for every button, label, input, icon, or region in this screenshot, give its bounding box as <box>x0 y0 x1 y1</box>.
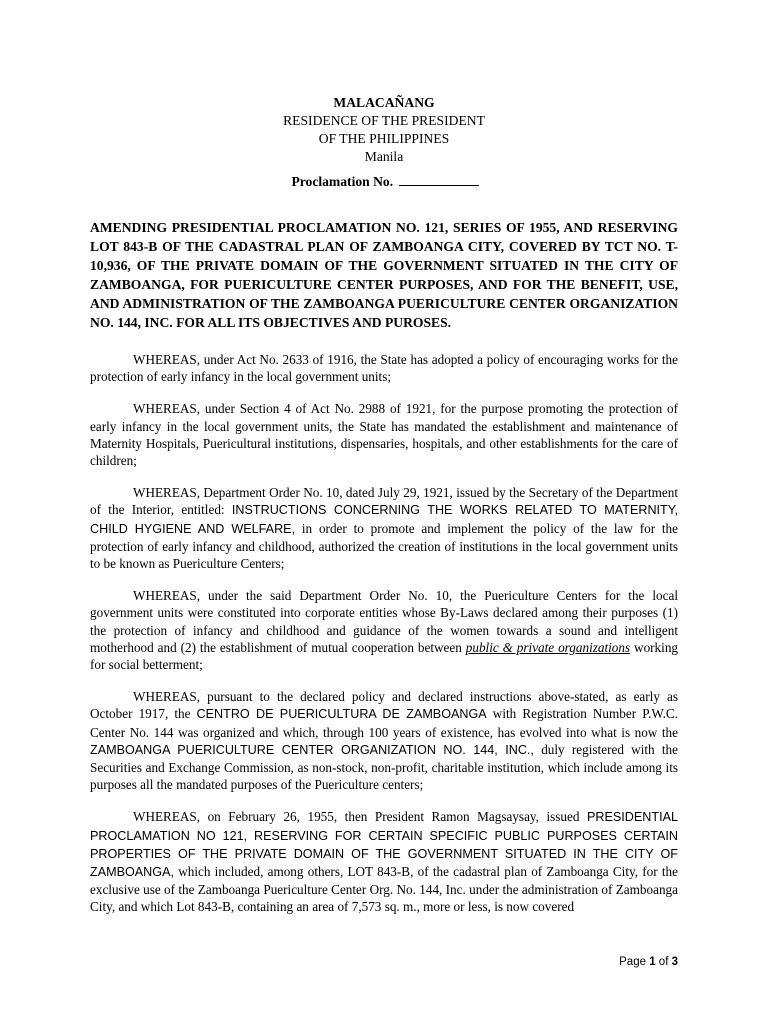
centro-name-caps: CENTRO DE PUERICULTURA DE ZAMBOANGA <box>196 707 487 722</box>
document-title: AMENDING PRESIDENTIAL PROCLAMATION NO. 121, SERIES OF 1955, AND RESERVING LOT 843-B OF THE CADASTRAL PLAN OF ZAMBOANGA CITY, COVERED BY TCT NO. T-10,936, OF THE PRIVATE DOMAIN OF THE GOVERNMENT SITUATED IN THE CITY OF ZAMBOANGA, FOR PUERICULTURE CENTER PURPOSES, AND FOR THE BENEFIT, USE, AND ADMINISTRATION OF THE ZAMBOANGA PUERICULTURE CENTER ORGANIZATION NO. 144, INC. FOR ALL ITS OBJECTIVES AND PUROSES. <box>90 220 678 330</box>
whereas-paragraph-2: WHEREAS, under Section 4 of Act No. 2988 of 1921, for the purpose promoting the protection of early infancy in the local government units, the State has mandated the establishment and maintenance of Maternity Hospitals, Puericultural institutions, dispensaries, hospitals, and other establishments for the care of children; <box>90 401 678 469</box>
proclamation-number-blank <box>399 175 479 186</box>
whereas-paragraph-5: WHEREAS, pursuant to the declared policy and declared instructions above-stated, as early as October 1917, the CENTRO DE PUERICULTURA DE ZAMBOANGA with Registration Number P.W.C. Center No. 144 was organized and which, through 100 years of existence, has evolved into what is now the ZAMBOANGA PUERICULTURE CENTER ORGANIZATION NO. 144, INC., duly registered with the Securities and Exchange Commission, as non-stock, non-profit, charitable institution, which include among its purposes all the mandated purposes of the Puericulture centers; <box>90 689 679 793</box>
whereas-paragraph-3: WHEREAS, Department Order No. 10, dated July 29, 1921, issued by the Secretary of the Department of the Interior, entitled: INSTRUCTIONS CONCERNING THE WORKS RELATED TO MATERNITY, CHILD HYGIENE AND WELFARE, in order to promote and implement the policy of the law for the protection of early infancy and childhood, authorized the creation of institutions in the local government units to be known as Puericulture Centers; <box>90 485 679 572</box>
proclamation-121-caps: PRESIDENTIAL PROCLAMATION NO 121, RESERVING FOR CERTAIN SPECIFIC PUBLIC PURPOSES CERTAIN PROPERTIES OF THE PRIVATE DOMAIN OF THE GOVERNMENT SITUATED IN THE CITY OF ZAMBOANGA, <box>90 810 678 880</box>
whereas-paragraph-6: WHEREAS, on February 26, 1955, then President Ramon Magsaysay, issued PRESIDENTIAL PROCLAMATION NO 121, RESERVING FOR CERTAIN SPECIFIC PUBLIC PURPOSES CERTAIN PROPERTIES OF THE PRIVATE DOMAIN OF THE GOVERNMENT SITUATED IN THE CITY OF ZAMBOANGA, which included, among others, LOT 843-B, of the cadastral plan of Zamboanga City, for the exclusive use of the Zamboanga Puericulture Center Org. No. 144, Inc. under the administration of Zamboanga City, and which Lot 843-B, containing an area of 7,573 sq. m., more or less, is now covered <box>90 809 678 915</box>
letterhead-residence: RESIDENCE OF THE PRESIDENT <box>283 113 485 128</box>
proclamation-label: Proclamation No. <box>291 174 394 189</box>
letterhead <box>0 94 768 166</box>
organization-name-caps: ZAMBOANGA PUERICULTURE CENTER ORGANIZATION NO. 144, INC., <box>90 742 534 757</box>
order-title-caps: INSTRUCTIONS CONCERNING THE WORKS RELATED TO MATERNITY, CHILD HYGIENE AND WELFARE, <box>90 503 679 536</box>
whereas-paragraph-1: WHEREAS, under Act No. 2633 of 1916, the State has adopted a policy of encouraging works for the protection of early infancy in the local government units; <box>90 352 678 385</box>
document-body <box>90 351 678 931</box>
letterhead-philippines: OF THE PHILIPPINES <box>318 131 450 146</box>
page-number: Page 1 of 3 <box>619 956 678 968</box>
proclamation-number <box>0 174 768 190</box>
letterhead-city: Manila <box>364 149 404 164</box>
letterhead-malacanang: MALACAÑANG <box>333 95 435 110</box>
italic-underlined-phrase: public & private organizations <box>465 639 631 655</box>
whereas-paragraph-4: WHEREAS, under the said Department Order No. 10, the Puericulture Centers for the local government units were constituted into corporate entities whose By-Laws declared among their purposes (1) the protection of infancy and childhood and guidance of the women towards a sound and intelligent motherhood and (2) the establishment of mutual cooperation between public & private organizations working for social betterment; <box>90 588 679 673</box>
